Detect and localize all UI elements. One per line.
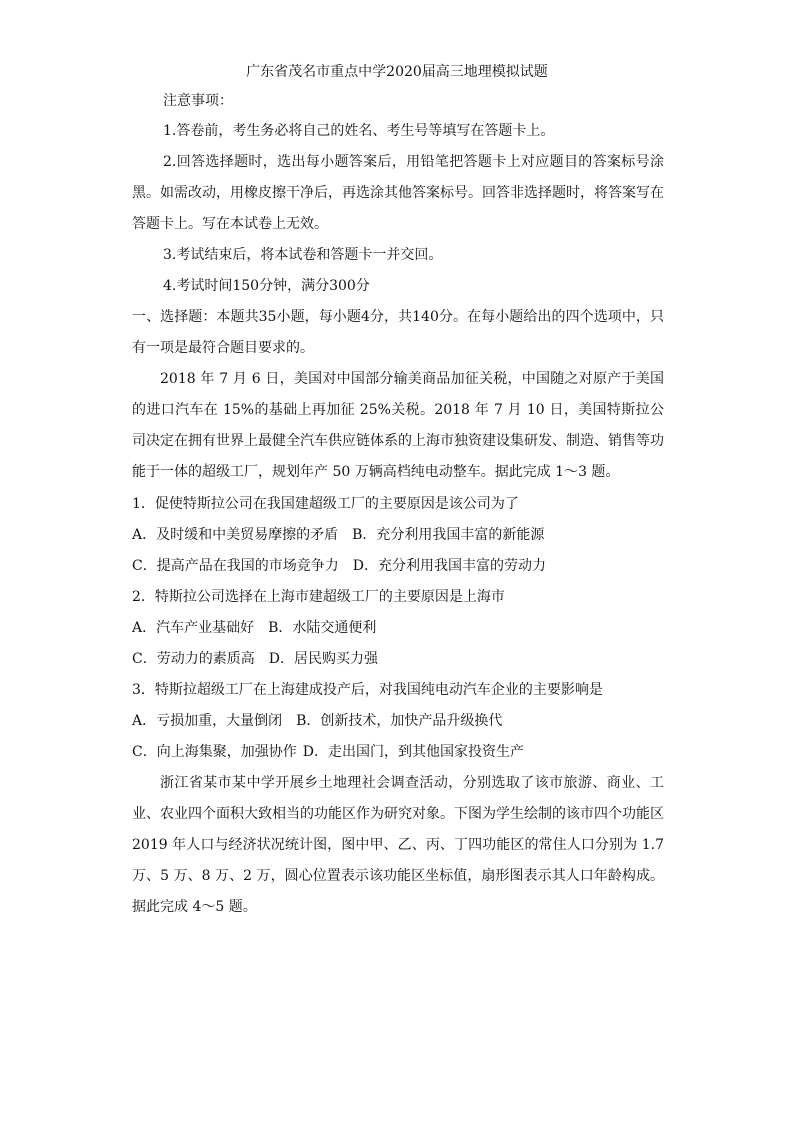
question-2-option-c: C．劳动力的素质高 bbox=[132, 651, 255, 667]
question-3-option-b: B．创新技术，加快产品升级换代 bbox=[296, 713, 503, 729]
question-1-option-a: A．及时缓和中美贸易摩擦的矛盾 bbox=[132, 527, 339, 543]
question-1-options-ab bbox=[132, 525, 544, 545]
question-2-option-a: A．汽车产业基础好 bbox=[132, 620, 255, 636]
exam-title: 广东省茂名市重点中学2020届高三地理模拟试题 bbox=[246, 64, 548, 80]
passage-1: 2018 年 7 月 6 日，美国对中国部分输美商品加征关税，中国随之对原产于美国的进口汽车在 15%的基础上再加征 25%关税。2018 年 7 月 10 日，美国特斯拉公司决定在拥有世界上最健全汽车供应链体系的上海市独资建设集研发、制造、销售等功能于一体的超级工厂，规划年产 50 万辆高档纯电动整车。据此完成 1～3 题。 bbox=[132, 371, 664, 480]
notice-heading: 注意事项： bbox=[163, 93, 233, 109]
question-1-stem: 1．促使特斯拉公司在我国建超级工厂的主要原因是该公司为了 bbox=[132, 496, 519, 512]
question-2-options-ab bbox=[132, 618, 376, 638]
question-2-options-cd bbox=[132, 649, 378, 669]
notice-item-1: 1.答卷前，考生务必将自己的姓名、考生号等填写在答题卡上。 bbox=[163, 123, 555, 139]
notice-item-4: 4.考试时间150分钟，满分300分 bbox=[163, 278, 370, 294]
question-1-option-d: D．充分利用我国丰富的劳动力 bbox=[352, 558, 546, 574]
section-1-intro: 一、选择题：本题共35小题，每小题4分，共140分。在每小题给出的四个选项中，只有一项是最符合题目要求的。 bbox=[132, 309, 664, 356]
question-2-stem: 2．特斯拉公司选择在上海市建超级工厂的主要原因是上海市 bbox=[132, 589, 505, 605]
question-2-option-d: D．居民购买力强 bbox=[268, 651, 378, 667]
notice-item-3: 3.考试结束后，将本试卷和答题卡一并交回。 bbox=[163, 247, 443, 263]
question-3-option-a: A．亏损加重，大量倒闭 bbox=[132, 713, 283, 729]
question-3-options-ab bbox=[132, 711, 502, 731]
question-1-options-cd bbox=[132, 556, 546, 576]
passage-2: 浙江省某市某中学开展乡土地理社会调查活动，分别选取了该市旅游、商业、工业、农业四个面积大致相当的功能区作为研究对象。下图为学生绘制的该市四个功能区 2019 年人口与经济状况统计图，图中甲、乙、丙、丁四功能区的常住人口分别为 1.7万、5 万、8 万、2 万，圆心位置表示该功能区坐标值，扇形图表示其人口年龄构成。据此完成 4～5 题。 bbox=[132, 775, 664, 915]
question-2-option-b: B．水陆交通便利 bbox=[268, 620, 377, 636]
question-3-stem: 3．特斯拉超级工厂在上海建成投产后，对我国纯电动汽车企业的主要影响是 bbox=[132, 682, 603, 698]
question-1-option-b: B．充分利用我国丰富的新能源 bbox=[352, 527, 545, 543]
notice-item-2: 2.回答选择题时，选出每小题答案后，用铅笔把答题卡上对应题目的答案标号涂黑。如需改动，用橡皮擦干净后，再选涂其他答案标号。回答非选择题时，将答案写在答题卡上。写在本试卷上无效。 bbox=[132, 154, 664, 232]
question-3-option-d: D．走出国门，到其他国家投资生产 bbox=[302, 744, 524, 760]
question-3-option-c: C．向上海集聚，加强协作 bbox=[132, 744, 297, 760]
question-3-options-cd bbox=[132, 742, 524, 762]
question-1-option-c: C．提高产品在我国的市场竞争力 bbox=[132, 558, 339, 574]
